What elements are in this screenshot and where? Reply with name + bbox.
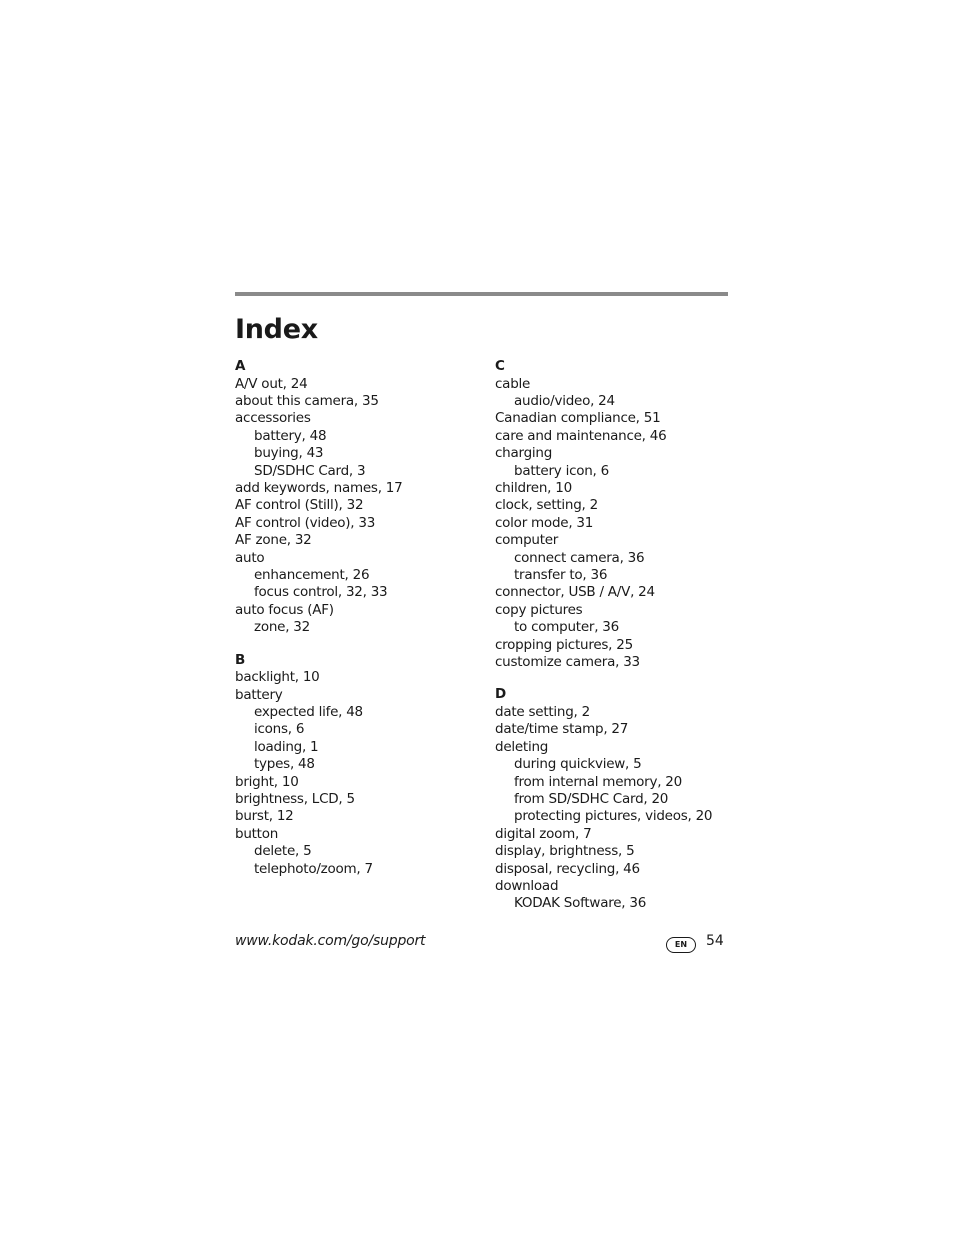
index-entry: connector, USB / A/V, 24: [495, 584, 655, 601]
header-rule: [235, 292, 728, 296]
index-subentry: battery, 48: [254, 427, 327, 444]
index-section-letter: B: [235, 651, 246, 668]
page-title: Index: [235, 314, 318, 345]
index-entry: auto focus (AF): [235, 601, 334, 618]
index-subentry: telephoto/zoom, 7: [254, 860, 373, 877]
index-subentry: icons, 6: [254, 721, 305, 738]
index-subentry: focus control, 32, 33: [254, 584, 388, 601]
footer-url[interactable]: www.kodak.com/go/support: [235, 933, 426, 949]
index-entry: care and maintenance, 46: [495, 427, 667, 444]
index-subentry: audio/video, 24: [514, 392, 615, 409]
index-entry: backlight, 10: [235, 669, 320, 686]
index-entry: button: [235, 825, 279, 842]
index-section: [495, 358, 755, 671]
index-subentry: enhancement, 26: [254, 566, 370, 583]
index-entry: AF control (Still), 32: [235, 497, 364, 514]
index-entry: bright, 10: [235, 773, 299, 790]
index-entry: add keywords, names, 17: [235, 479, 403, 496]
index-subentry: delete, 5: [254, 843, 312, 860]
index-entry: battery: [235, 686, 283, 703]
index-section: [235, 652, 495, 878]
index-subentry: zone, 32: [254, 619, 310, 636]
index-section: [235, 358, 495, 637]
index-entry: brightness, LCD, 5: [235, 790, 355, 807]
index-subentry: protecting pictures, videos, 20: [514, 808, 713, 825]
index-entry: accessories: [235, 410, 311, 427]
index-entry: auto: [235, 549, 265, 566]
index-column-left: [235, 358, 495, 893]
index-entry: color mode, 31: [495, 514, 594, 531]
index-entry: cable: [495, 375, 531, 392]
index-subentry: battery icon, 6: [514, 462, 609, 479]
index-entry: customize camera, 33: [495, 654, 640, 670]
index-entry: cropping pictures, 25: [495, 636, 633, 653]
index-entry: deleting: [495, 738, 549, 755]
index-section: [495, 686, 755, 912]
index-subentry: types, 48: [254, 756, 315, 773]
index-entry: AF zone, 32: [235, 532, 312, 549]
index-entry: Canadian compliance, 51: [495, 410, 661, 427]
index-subentry: loading, 1: [254, 738, 319, 755]
index-entry: date/time stamp, 27: [495, 721, 629, 738]
index-subentry: buying, 43: [254, 445, 324, 462]
index-entry: charging: [495, 445, 553, 462]
index-entry: copy pictures: [495, 601, 583, 618]
index-subentry: SD/SDHC Card, 3: [254, 462, 366, 479]
index-subentry: to computer, 36: [514, 619, 619, 636]
index-subentry: connect camera, 36: [514, 549, 645, 566]
index-entry: digital zoom, 7: [495, 825, 592, 842]
index-subentry: during quickview, 5: [514, 756, 642, 773]
index-entry: burst, 12: [235, 808, 294, 825]
index-subentry: from SD/SDHC Card, 20: [514, 790, 669, 807]
index-entry: date setting, 2: [495, 703, 590, 720]
page-number: 54: [706, 933, 724, 949]
index-entry: AF control (video), 33: [235, 514, 376, 531]
index-section-letter: C: [495, 358, 505, 374]
index-column-right: [495, 358, 755, 928]
index-subentry: transfer to, 36: [514, 566, 608, 583]
index-subentry: expected life, 48: [254, 703, 363, 720]
index-entry: computer: [495, 532, 559, 549]
index-entry: about this camera, 35: [235, 392, 379, 409]
index-entry: children, 10: [495, 479, 572, 496]
language-badge: EN: [666, 937, 696, 953]
index-entry: disposal, recycling, 46: [495, 860, 640, 877]
index-section-letter: D: [495, 686, 507, 703]
index-subentry: KODAK Software, 36: [514, 895, 647, 912]
index-entry: clock, setting, 2: [495, 497, 598, 514]
index-entry: display, brightness, 5: [495, 843, 635, 860]
index-entry: A/V out, 24: [235, 375, 308, 392]
index-section-letter: A: [235, 358, 246, 374]
index-entry: download: [495, 877, 559, 894]
index-subentry: from internal memory, 20: [514, 773, 682, 790]
